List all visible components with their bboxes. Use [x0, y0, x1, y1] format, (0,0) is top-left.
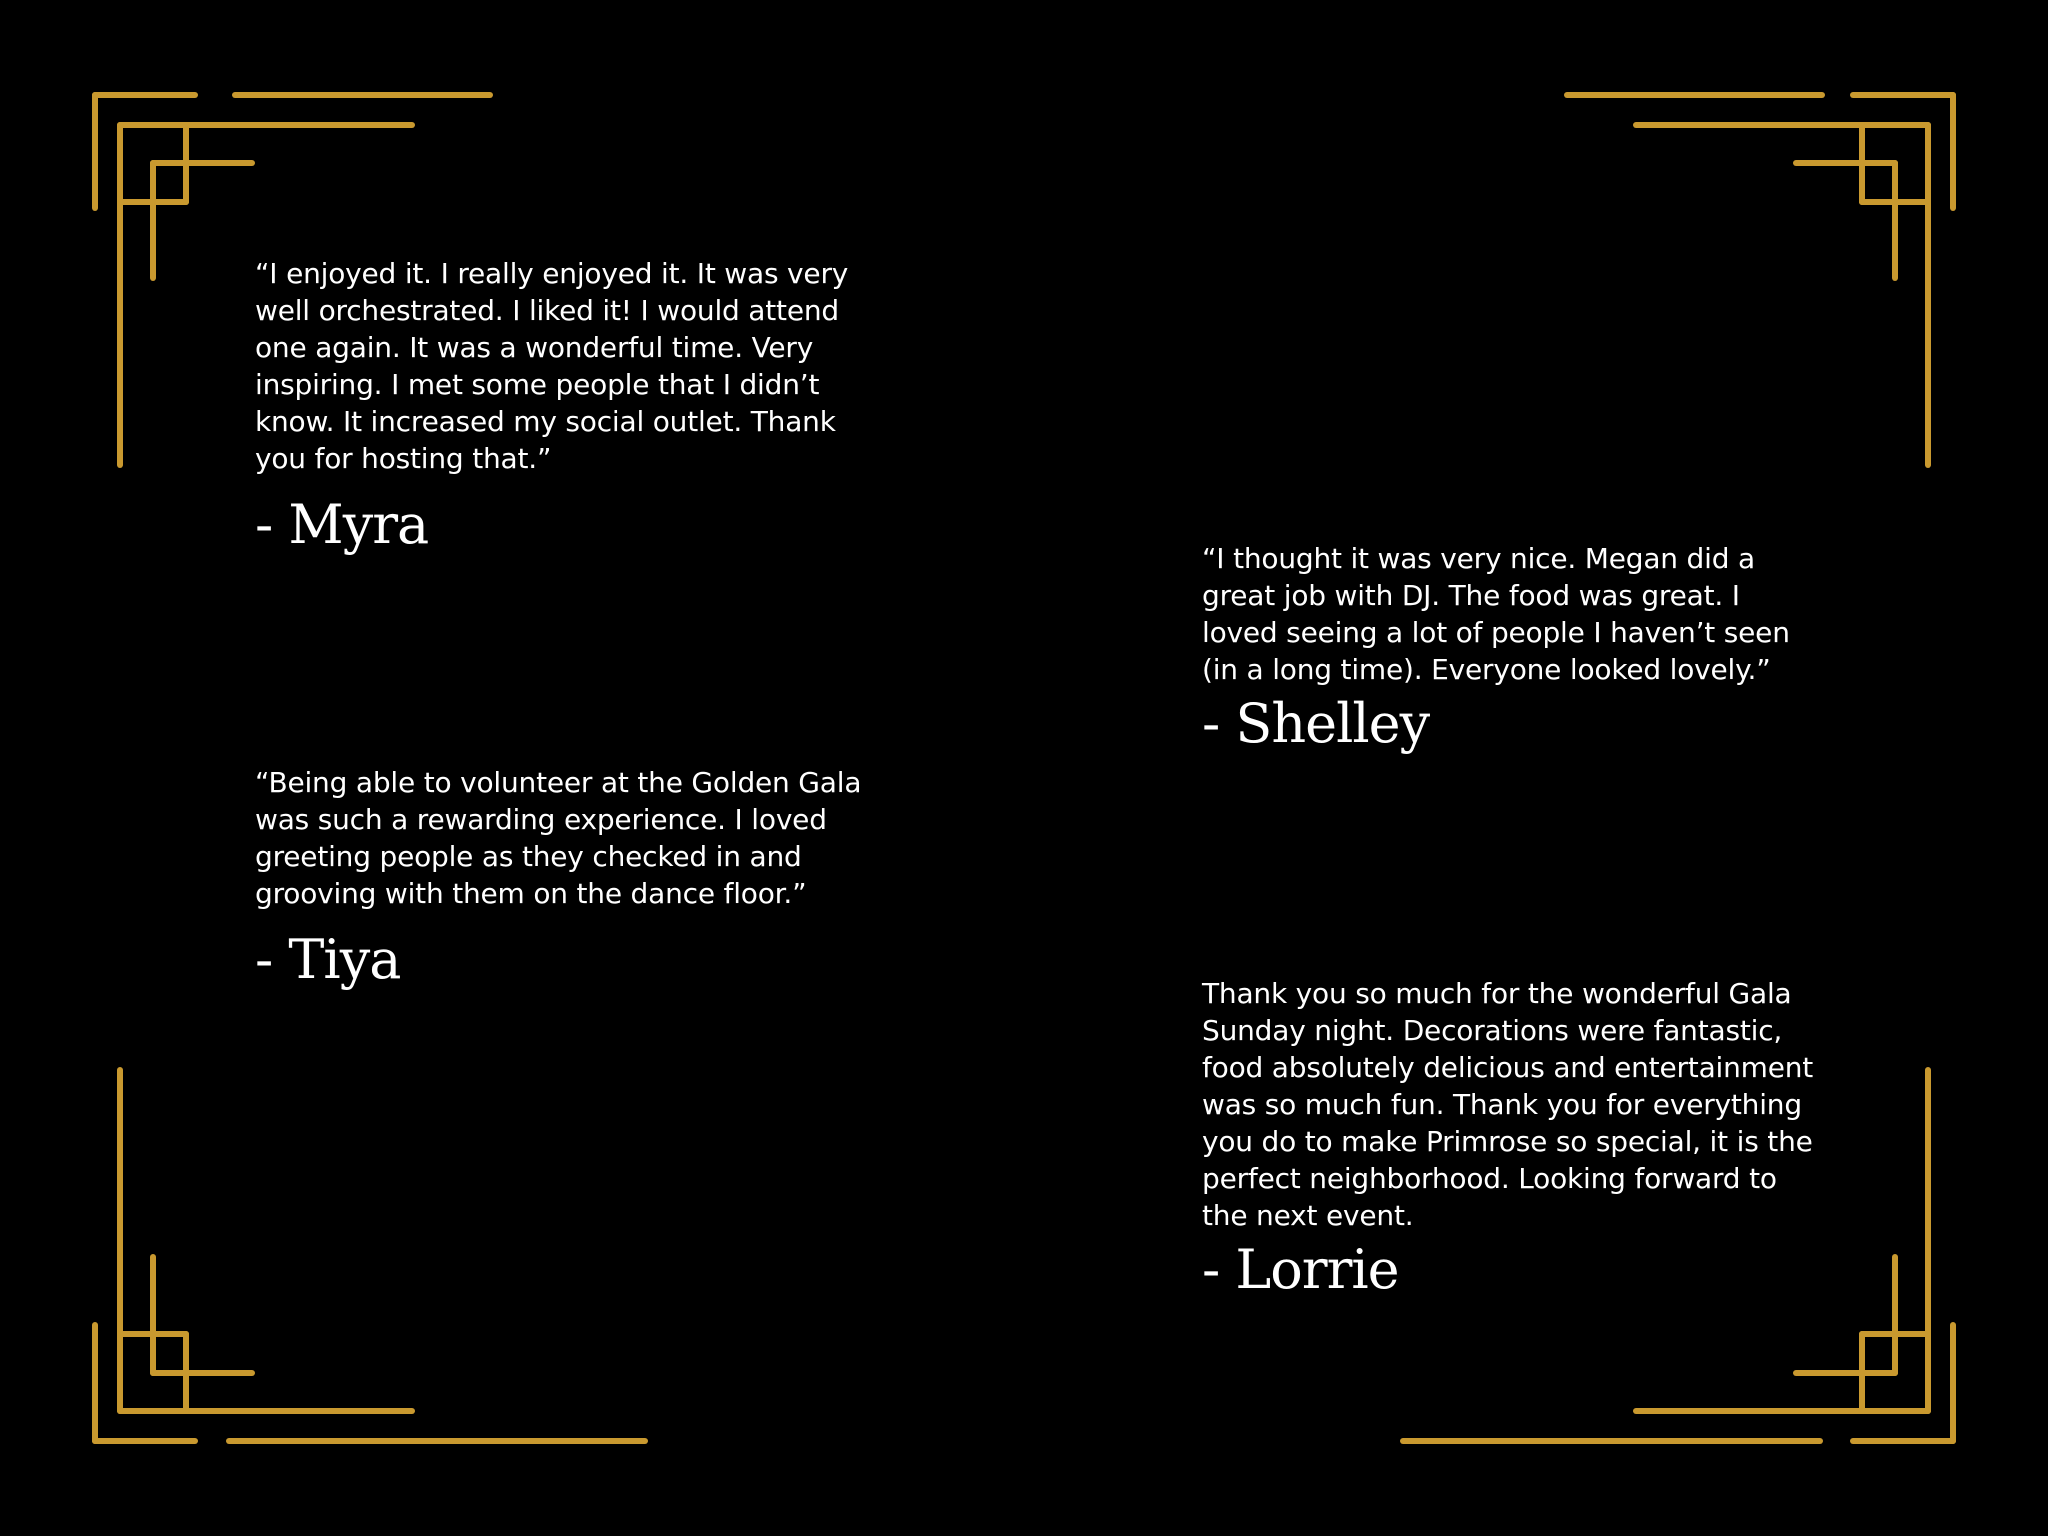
testimonial-author: - Myra — [255, 493, 429, 556]
testimonial-quote: Thank you so much for the wonderful Gala Sunday night. Decorations were fantastic, food absolutely delicious and entertainment was so much fun. Thank you for everything you do to make Primrose so special, it is the perfect neighborhood. Looking forward to the next event. — [1202, 977, 1814, 1232]
testimonial-quote: “I enjoyed it. I really enjoyed it. It was very well orchestrated. I liked it! I would attend one again. It was a wonderful time. Very inspiring. I met some people that I didn’t know. It increased my social outlet. Thank you for hosting that.” — [255, 257, 849, 475]
corner-ornament-top-right — [1567, 95, 1953, 465]
testimonial-myra — [255, 255, 915, 557]
testimonial-quote: “Being able to volunteer at the Golden Gala was such a rewarding experience. I loved greeting people as they checked in and grooving with them on the dance floor.” — [255, 766, 862, 910]
testimonial-author: - Lorrie — [1202, 1238, 1399, 1301]
testimonial-shelley — [1202, 540, 1862, 756]
testimonial-quote: “I thought it was very nice. Megan did a great job with DJ. The food was great. I loved seeing a lot of people I haven’t seen (in a long time). Everyone looked lovely.” — [1202, 542, 1790, 686]
testimonial-author: - Tiya — [255, 928, 401, 991]
testimonial-author: - Shelley — [1202, 692, 1430, 755]
testimonial-lorrie — [1202, 975, 1882, 1302]
testimonial-tiya — [255, 764, 955, 992]
corner-ornament-bottom-left — [95, 1070, 645, 1441]
